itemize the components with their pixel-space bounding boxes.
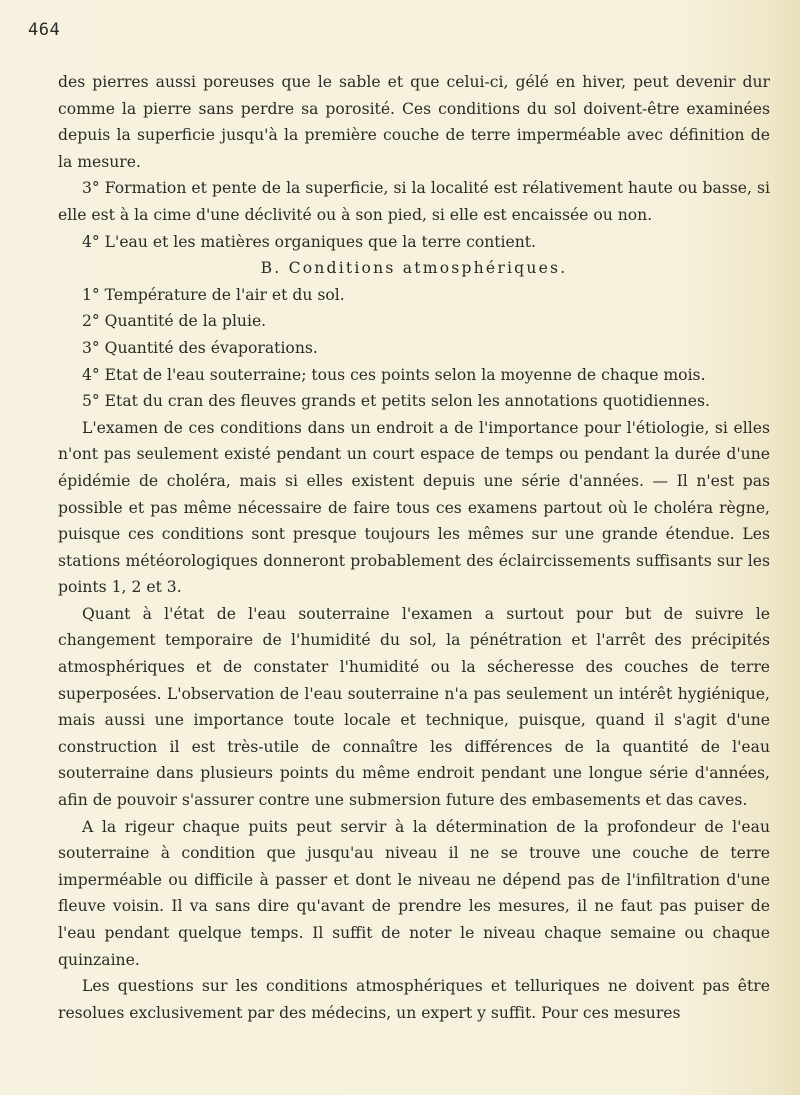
item-cran-fleuves: 5° Etat du cran des fleuves grands et petits selon les annotations quotidiennes. [82,392,710,411]
paragraph-rigeur: A la rigeur chaque puits peut servir à la détermination de la profondeur de l'eau souterraine à condition que jusqu'au niveau il ne se trouve une couche de terre imperméable ou difficile à passer et dont le niveau ne dépend pas de l'infiltration d'une fleuve voisin. Il va sans dire qu'avant de prendre les mesures, il ne faut pas puiser de l'eau pendant quelque temps. Il suffit de noter le niveau chaque semaine ou chaque quinzaine. [58,817,770,969]
section-heading: B. Conditions atmosphériques. [260,259,568,278]
item-formation-pente: 3° Formation et pente de la superficie, si la localité est rélativement haute ou basse, si elle est à la cime d'une déclivité ou à son pied, si elle est encaissée ou non. [58,179,770,224]
paragraph-continuation: des pierres aussi poreuses que le sable et que celui-ci, gélé en hiver, peut devenir dur comme la pierre sans perdre sa porosité. Ces conditions du sol doivent-être examinées depuis la superficie jusqu'à la première couche de terre imperméable avec définition de la mesure. [58,73,770,171]
body-text [58,69,770,1026]
paragraph-questions: Les questions sur les conditions atmosphériques et telluriques ne doivent pas être resolues exclusivement par des médecins, un expert y suffit. Pour ces mesures [58,977,770,1022]
item-eau-matieres: 4° L'eau et les matières organiques que la terre contient. [82,232,536,251]
item-temperature: 1° Température de l'air et du sol. [82,285,345,304]
page-number: 464 [28,20,61,40]
paragraph-etat-eau: Quant à l'état de l'eau souterraine l'examen a surtout pour but de suivre le changement temporaire de l'humidité du sol, la pénétration et l'arrêt des précipités atmosphériques et de constater l'humidité ou la sécheresse des couches de terre superposées. L'observation de l'eau souterraine n'a pas seulement un intérêt hygiénique, mais aussi une importance toute locale et technique, puisque, quand il s'agit d'une construction il est très-utile de connaître les différences de la quantité de l'eau souterraine dans plusieurs points du même endroit pendant une longue série d'années, afin de pouvoir s'assurer contre une submersion future des embasements et das caves. [58,604,770,810]
item-eau-souterraine: 4° Etat de l'eau souterraine; tous ces points selon la moyenne de chaque mois. [82,365,706,384]
paragraph-examen: L'examen de ces conditions dans un endroit a de l'importance pour l'étiologie, si elles n'ont pas seulement existé pendant un court espace de temps ou pendant la durée d'une épidémie de choléra, mais si elles existent depuis une série d'années. — Il n'est pas possible et pas même nécessaire de faire tous ces examens partout où le choléra règne, puisque ces conditions sont presque toujours les mêmes sur une grande étendue. Les stations météorologiques donneront probablement des éclaircissements suffisants sur les points 1, 2 et 3. [58,418,770,597]
item-evaporations: 3° Quantité des évaporations. [82,338,318,357]
item-pluie: 2° Quantité de la pluie. [82,312,267,331]
